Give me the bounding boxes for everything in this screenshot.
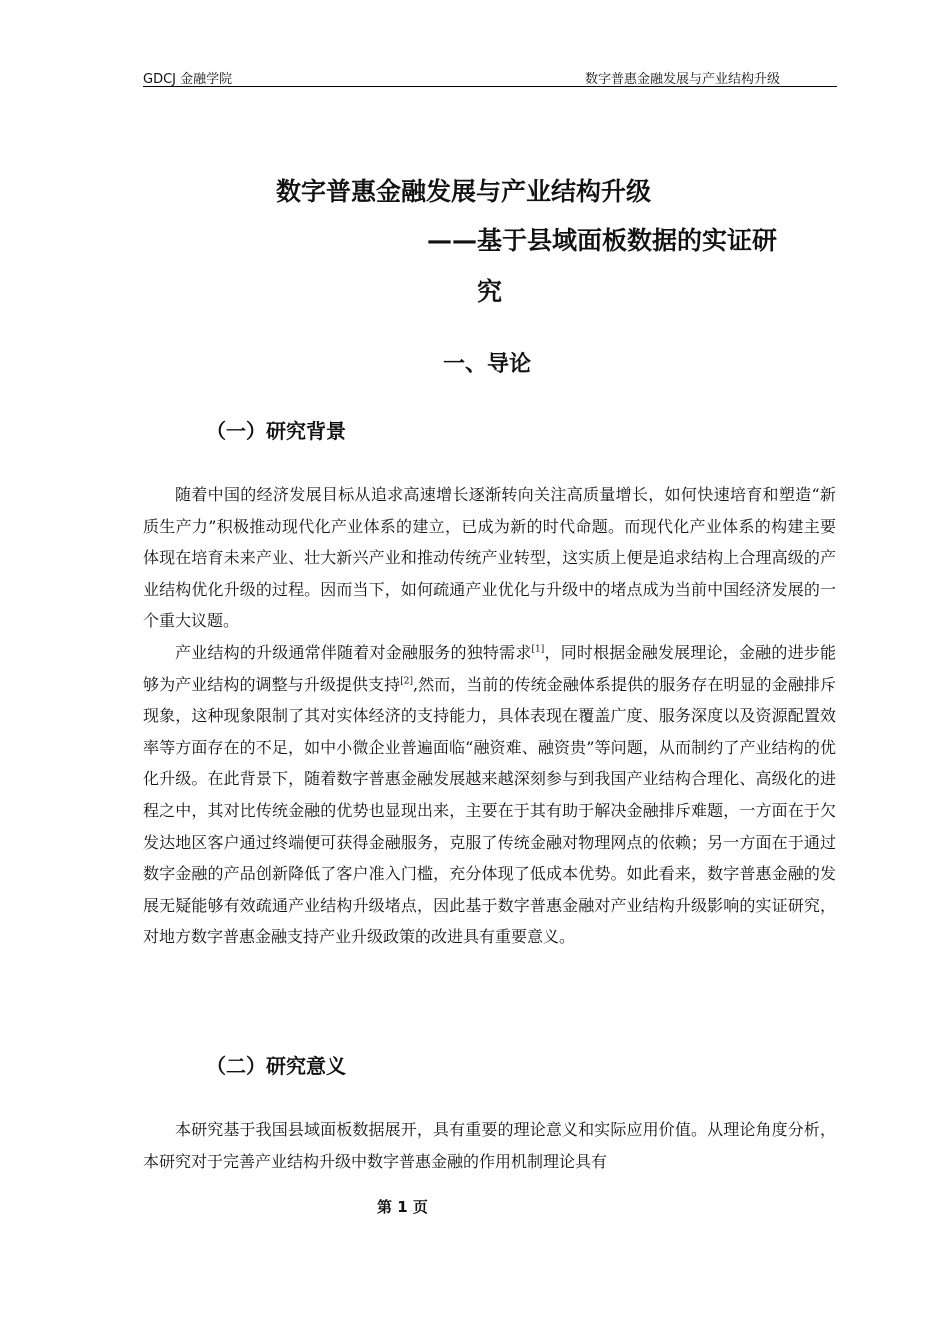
citation-2[interactable]: [2] [400, 676, 413, 687]
page-header [143, 66, 837, 87]
paper-subtitle: ——基于县域面板数据的实证研 [427, 226, 778, 255]
paragraph-text-part: ,然而，当前的传统金融体系提供的服务存在明显的金融排斥现象，这种现象限制了其对实体经济的支持能力，具体表现在覆盖广度、服务深度以及资源配置效率等方面存在的不足，如中小微企业普遍面临“融资难、融资贵”等问题，从而制约了产业结构的优化升级。在此背景下，随着数字普惠金融发展越来越深刻参与到我国产业结构合理化、高级化的进程之中，其对比传统金融的优势也显现出来，主要在于其有助于解决金融排斥难题，一方面在于欠发达地区客户通过终端便可获得金融服务，克服了传统金融对物理网点的依赖；另一方面在于通过数字金融的产品创新降低了客户准入门槛，充分体现了低成本优势。如此看来，数字普惠金融的发展无疑能够有效疏通产业结构升级堵点，因此基于数字普惠金融对产业结构升级影响的实证研究，对地方数字普惠金融支持产业升级政策的改进具有重要意义。 [143, 674, 836, 947]
paragraph-text: 本研究基于我国县域面板数据展开，具有重要的理论意义和实际应用价值。从理论角度分析，本研究对于完善产业结构升级中数字普惠金融的作用机制理论具有 [143, 1120, 836, 1171]
subsection-heading-significance: （二）研究意义 [206, 1054, 346, 1078]
header-institution: GDCJ 金融学院 [143, 72, 233, 87]
significance-paragraph-1 [143, 1114, 836, 1177]
header-running-title: 数字普惠金融发展与产业结构升级 [584, 72, 780, 87]
paragraph-text: 随着中国的经济发展目标从追求高速增长逐渐转向关注高质量增长，如何快速培育和塑造“新质生产力”积极推动现代化产业体系的建立，已成为新的时代命题。而现代化产业体系的构建主要体现在培育未来产业、壮大新兴产业和推动传统产业转型，这实质上便是追求结构上合理高级的产业结构优化升级的过程。因而当下，如何疏通产业优化与升级中的堵点成为当前中国经济发展的一个重大议题。 [143, 485, 836, 631]
section-heading-introduction: 一、导论 [443, 352, 532, 377]
paragraph-text-part: 产业结构的升级通常伴随着对金融服务的独特需求 [175, 643, 532, 662]
citation-1[interactable]: [1] [531, 644, 545, 655]
subsection-heading-background: （一）研究背景 [206, 419, 346, 443]
page-number: 第 1 页 [377, 1198, 428, 1216]
background-paragraph-1 [143, 479, 836, 637]
paper-subtitle-continued: 究 [477, 277, 503, 306]
background-paragraph-2 [143, 637, 836, 953]
paragraph-text [143, 637, 836, 953]
paragraph-text-part: ，同时根据金融发展理论，金融的进步能够为产业结构的调整与升级提供支持 [143, 643, 836, 694]
paper-title: 数字普惠金融发展与产业结构升级 [276, 177, 652, 206]
